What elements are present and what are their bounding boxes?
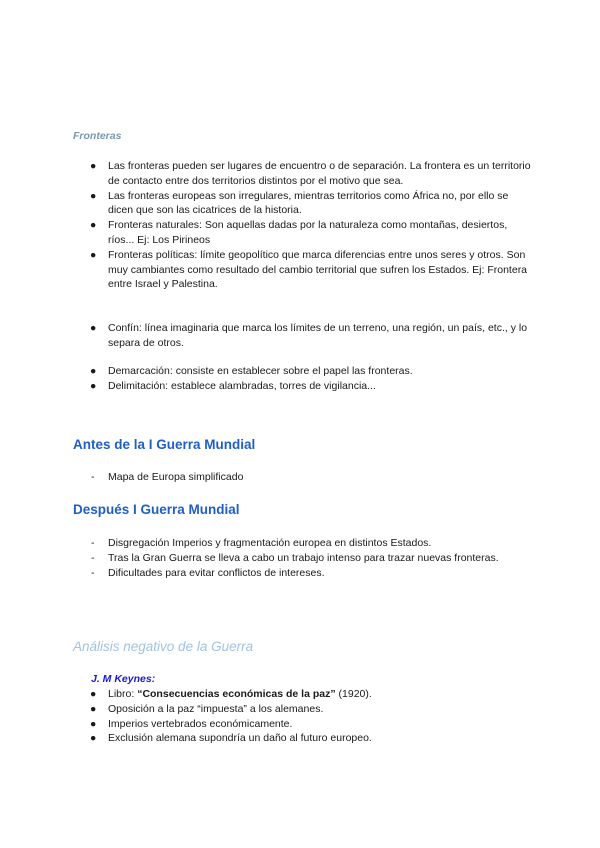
list-item-text: Exclusión alemana supondría un daño al futuro europeo. <box>108 732 372 745</box>
list-item-text: Imperios vertebrados económicamente. <box>108 717 293 730</box>
libro-prefix: Libro: <box>108 688 138 700</box>
bullet-marker: ● <box>90 219 97 232</box>
bullet-marker: ● <box>90 160 97 172</box>
analisis-list <box>0 687 533 746</box>
heading-despues-guerra: Después I Guerra Mundial <box>73 502 240 517</box>
list-item <box>0 551 533 566</box>
fronteras-list-b <box>0 321 533 351</box>
bullet-marker: ● <box>90 732 97 745</box>
list-item-text: Mapa de Europa simplificado <box>108 471 244 483</box>
heading-analisis-guerra: Análisis negativo de la Guerra <box>73 639 254 654</box>
heading-antes-guerra: Antes de la I Guerra Mundial <box>73 437 256 452</box>
subheading-keynes: J. M Keynes: <box>91 673 156 685</box>
list-item <box>0 536 533 551</box>
list-item <box>0 159 533 189</box>
list-item-text: Oposición a la paz “impuesta” a los alemanes. <box>108 702 324 715</box>
list-item <box>0 702 533 717</box>
bullet-marker: ● <box>90 688 97 700</box>
list-item <box>0 321 533 351</box>
list-item <box>0 687 533 702</box>
list-item-text: Fronteras naturales: Son aquellas dadas por la naturaleza como montañas, desiertos, ríos... Ej: Los Pirineos <box>108 219 508 246</box>
bullet-marker: ● <box>90 702 97 715</box>
libro-suffix: (1920). <box>335 688 372 700</box>
bullet-marker: ● <box>90 717 97 730</box>
list-item-text: Demarcación: consiste en establecer sobre el papel las fronteras. <box>108 365 413 377</box>
list-item <box>0 717 533 732</box>
dash-marker: - <box>91 471 95 483</box>
list-item <box>0 218 533 248</box>
bullet-marker: ● <box>90 379 97 392</box>
bullet-marker: ● <box>90 365 97 377</box>
fronteras-list-a <box>0 159 533 292</box>
list-item <box>0 364 533 379</box>
list-item-text: Disgregación Imperios y fragmentación europea en distintos Estados. <box>108 537 432 549</box>
list-item-text: Las fronteras europeas son irregulares, mientras territorios como África no, por ello se dicen que son las cicatrices de la historia. <box>108 189 509 217</box>
list-item-text: Tras la Gran Guerra se lleva a cabo un trabajo intenso para trazar nuevas fronteras. <box>108 551 499 564</box>
dash-marker: - <box>91 566 95 579</box>
list-item <box>0 470 533 485</box>
bullet-marker: ● <box>90 322 97 334</box>
bullet-marker: ● <box>90 189 97 202</box>
libro-title: “Consecuencias económicas de la paz” <box>137 688 336 700</box>
list-item-text: Confín: línea imaginaria que marca los límites de un terreno, una región, un país, etc., y lo separa de otros. <box>108 322 528 349</box>
list-item <box>0 566 533 581</box>
despues-list <box>0 536 533 580</box>
list-item-text: Las fronteras pueden ser lugares de encuentro o de separación. La frontera es un territorio de contacto entre dos territorios distintos por el motivo que sea. <box>108 160 531 187</box>
list-item-text: Dificultades para evitar conflictos de intereses. <box>108 566 325 579</box>
heading-fronteras: Fronteras <box>73 130 122 142</box>
dash-marker: - <box>91 551 95 564</box>
dash-marker: - <box>91 537 95 549</box>
list-item-text: Delimitación: establece alambradas, torres de vigilancia... <box>108 379 376 392</box>
list-item <box>0 248 533 292</box>
fronteras-list-c <box>0 364 533 394</box>
list-item <box>0 189 533 219</box>
antes-list <box>0 470 533 485</box>
list-item <box>0 379 533 394</box>
bullet-marker: ● <box>90 248 97 261</box>
list-item <box>0 731 533 746</box>
list-item-text: Fronteras políticas: límite geopolítico que marca diferencias entre unos seres y otros. Son muy cambiantes como resultado del cambio territorial que sufren los Estados. Ej: Frontera entre Israel y Palestina. <box>108 248 528 291</box>
